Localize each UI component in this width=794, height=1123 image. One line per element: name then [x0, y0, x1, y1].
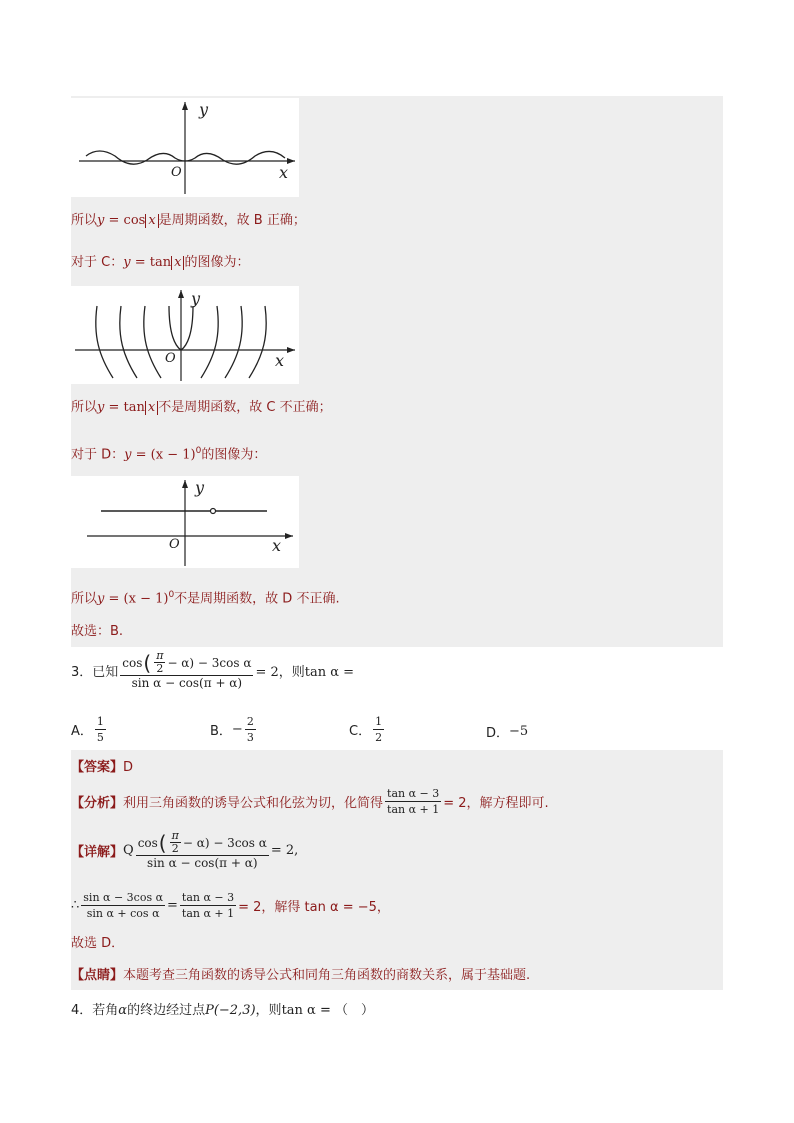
text-so: 所以 — [71, 213, 98, 228]
graph3-origin-label: O — [169, 537, 180, 552]
var-y: y — [97, 591, 105, 607]
answer-tag: 【答案】 — [71, 760, 124, 775]
option-b-value — [245, 714, 256, 745]
detail-line-1 — [71, 830, 298, 870]
abs-x: x — [171, 256, 184, 270]
pi-symbol: π — [171, 829, 179, 842]
graph2-origin-label: O — [165, 351, 176, 366]
option-a-den: 5 — [96, 731, 104, 744]
question-3-fraction — [120, 650, 253, 690]
conclusion-b-line — [71, 212, 306, 230]
expr-x-minus-1: = (x − 1) — [104, 591, 169, 607]
analysis-line — [71, 786, 549, 817]
pi-over-2 — [170, 830, 181, 855]
two: 2 — [156, 662, 164, 675]
comment-text: 本题考查三角函数的诱导公式和同角三角函数的商数关系，属于基础题. — [123, 968, 531, 983]
option-d-label: D． — [486, 726, 510, 741]
text-choose-d: 故选 D． — [71, 936, 125, 951]
var-y: y — [123, 255, 131, 270]
point-p: P(−2,3) — [205, 1003, 256, 1018]
detail-numerator: cos ( $\frac{\pi}{2}$ − α) − 3cos α — [137, 829, 267, 855]
question-3-prefix: 3．已知 — [71, 664, 119, 680]
two: 2 — [171, 842, 179, 855]
power-zero-graph-svg — [71, 476, 299, 568]
option-d-intro-line — [71, 442, 266, 464]
option-c-value — [373, 714, 384, 745]
option-b[interactable] — [210, 714, 258, 745]
cos-func: cos — [137, 835, 158, 850]
question-4-end: = （ ） — [315, 1003, 374, 1018]
detail-tag: 【详解】 — [71, 844, 124, 860]
expr-tan: = tan — [104, 400, 145, 415]
comment-tag: 【点睛】 — [71, 968, 124, 983]
numerator-rest: − α) − 3cos α — [182, 835, 267, 850]
detail-choice-line — [71, 935, 124, 953]
graph3-y-label: y — [195, 478, 205, 497]
detail-equals: = 2, — [270, 842, 299, 858]
conclusion-c-line — [71, 399, 332, 417]
text-for-d: 对于 D： — [71, 447, 125, 463]
graph3-x-label: x — [272, 536, 282, 555]
option-b-sign: − — [231, 722, 243, 737]
detail-denominator: sin α − cos(π + α) — [147, 856, 258, 870]
graph1-y-label: y — [199, 100, 209, 119]
answer-value: D — [123, 760, 134, 775]
therefore-symbol: ∴ — [71, 898, 80, 913]
analysis-tag: 【分析】 — [71, 796, 124, 811]
text-conclusion-c: 不是周期函数，故 C 不正确； — [158, 400, 332, 415]
option-c[interactable] — [349, 714, 386, 745]
choice-b-line — [71, 623, 123, 641]
var-y: y — [97, 400, 105, 415]
expr-cos: = cos — [104, 213, 146, 228]
graph2-y-label: y — [191, 289, 201, 308]
question-3 — [71, 650, 354, 690]
var-y: y — [124, 447, 132, 463]
question-4 — [71, 1002, 374, 1020]
text-conclusion-b: 是周期函数，故 B 正确； — [158, 213, 306, 228]
answer-line — [71, 759, 133, 777]
tan-frac-den: tan α + 1 — [181, 907, 235, 920]
option-b-num: 2 — [246, 715, 254, 728]
text-choose-b: 故选：B. — [71, 624, 124, 639]
option-d[interactable] — [486, 722, 528, 741]
analysis-text-end: = 2，解方程即可. — [443, 796, 549, 811]
tan-frac-num: tan α − 3 — [181, 891, 235, 904]
detail-fraction — [136, 830, 269, 870]
x-minus-1-power-0-graph — [71, 476, 299, 568]
text-so: 所以 — [71, 591, 98, 607]
option-c-label: C． — [349, 724, 372, 739]
exponent-zero: 0 — [195, 446, 202, 456]
option-c-den: 2 — [375, 731, 383, 744]
option-b-label: B． — [210, 724, 232, 739]
cos-abs-x-graph — [71, 98, 299, 197]
conclusion-d-line — [71, 586, 340, 608]
graph1-x-label: x — [279, 163, 289, 182]
question-4-post: ，则 — [255, 1003, 282, 1018]
text-conclusion-d: 不是周期函数，故 D 不正确. — [174, 591, 340, 607]
alpha-symbol: α — [118, 1003, 128, 1018]
expr-x-minus-1: = (x − 1) — [131, 447, 196, 463]
var-y: y — [97, 213, 105, 228]
pi-symbol: π — [156, 649, 164, 662]
pi-over-2 — [154, 650, 165, 675]
abs-x: x — [145, 401, 158, 415]
tan-alpha: tan α — [281, 1003, 316, 1018]
exponent-zero: 0 — [168, 590, 175, 600]
analysis-text: 利用三角函数的诱导公式和化弦为切，化简得 — [123, 796, 384, 811]
graph2-x-label: x — [275, 351, 285, 370]
question-4-mid: 的终边经过点 — [127, 1003, 206, 1018]
detail-fraction-tan — [180, 890, 236, 921]
because-symbol: Q — [123, 842, 134, 858]
numerator-rest: − α) − 3cos α — [167, 655, 252, 670]
option-a-label: A． — [71, 724, 93, 739]
text-for-c: 对于 C： — [71, 255, 124, 270]
tan-abs-x-graph-svg — [71, 286, 299, 384]
expr-tan: = tan — [130, 255, 172, 270]
option-a-value — [95, 714, 106, 745]
option-a-num: 1 — [96, 715, 104, 728]
sin-frac-den: sin α + cos α — [86, 907, 160, 920]
graph1-origin-label: O — [171, 165, 182, 180]
detail-fraction-sin — [81, 890, 165, 921]
option-a[interactable] — [71, 714, 108, 745]
question-4-prefix: 4．若角 — [71, 1003, 119, 1018]
cos-func: cos — [122, 655, 143, 670]
option-d-value: −5 — [509, 724, 529, 739]
cos-abs-x-graph-svg — [71, 98, 299, 197]
text-graph-is: 的图像为： — [201, 447, 267, 463]
question-3-equation-rest: = 2，则tan α = — [255, 664, 355, 680]
tan-abs-x-graph — [71, 286, 299, 384]
option-c-num: 1 — [375, 715, 383, 728]
detail-result: = 2，解得 tan α = −5， — [238, 900, 390, 915]
question-3-denominator: sin α − cos(π + α) — [131, 676, 243, 690]
detail-line-2: ∴ $\frac{\text{sin α − 3cos α}}{\text{sin α + cos α}}$ = $\frac{\text{tan α − 3}}{\text{tan α + 1}}$ = 2，解得 tan α = −5， — [71, 891, 390, 920]
analysis-frac-num: tan α − 3 — [387, 787, 440, 800]
abs-x: x — [145, 214, 158, 228]
option-b-den: 3 — [246, 731, 254, 744]
question-3-numerator: cos ( $\frac{\pi}{2}$ − α) − 3cos α — [122, 649, 252, 675]
option-c-intro-line — [71, 254, 249, 272]
analysis-frac-den: tan α + 1 — [387, 803, 440, 816]
analysis-fraction — [385, 786, 441, 817]
text-so: 所以 — [71, 400, 98, 415]
sin-frac-num: sin α − 3cos α — [83, 891, 164, 904]
text-graph-is: 的图像为： — [184, 255, 250, 270]
comment-line — [71, 967, 530, 985]
